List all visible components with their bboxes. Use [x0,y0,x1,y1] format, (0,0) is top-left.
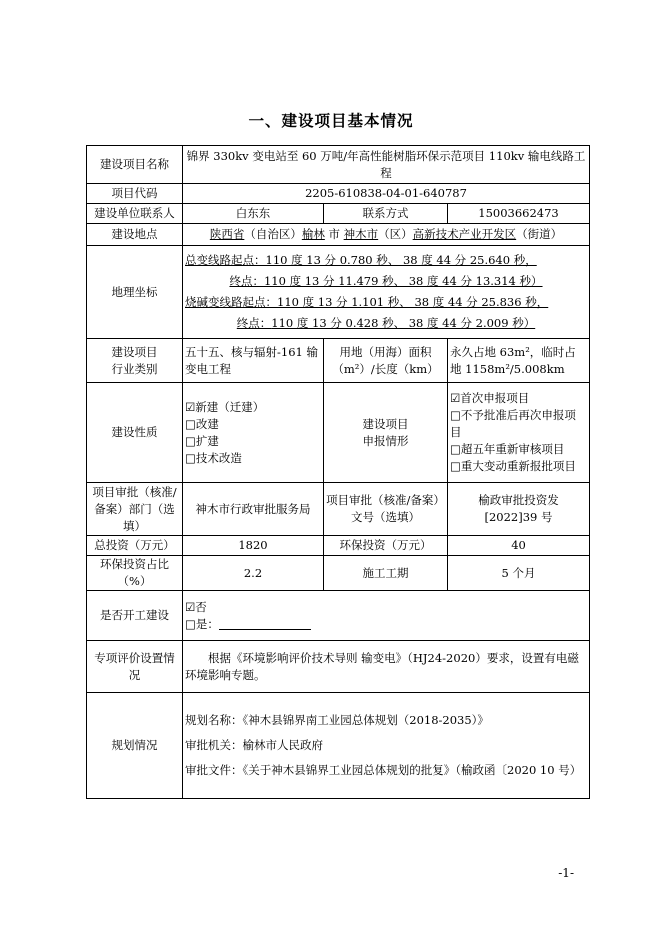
value-env-ratio: 2.2 [183,556,324,591]
row-special [87,641,590,693]
label-industry-line-2: 行业类别 [111,361,158,376]
row-approval [87,483,590,536]
value-special: 根据《环境影响评价技术导则 输变电》（HJ24-2020）要求，设置有电磁环境影响专题。 [183,641,590,693]
label-env-investment: 环保投资（万元） [324,536,448,556]
label-industry-line-1: 建设项目 [111,344,158,359]
report-option-major-change: □重大变动重新报批项目 [450,459,576,473]
label-nature: 建设性质 [87,383,183,483]
nature-option-expand: □扩建 [185,433,219,448]
value-project-code: 2205-610838-04-01-640787 [183,184,590,204]
value-industry: 五十五、核与辐射-161 输变电工程 [183,339,324,383]
started-option-yes [185,616,587,633]
report-option-resubmit: □不予批准后再次申报项目 [450,408,576,439]
value-env-investment: 40 [448,536,590,556]
label-location: 建设地点 [87,224,183,246]
page-number: -1- [558,866,574,880]
value-coords [183,246,590,339]
coords-line-1 [185,250,587,271]
plan-document: 审批文件：《关于神木县锦界工业园总体规划的批复》（榆政函〔2020 10 号） [185,763,582,777]
label-industry [87,339,183,383]
approval-doc-line-1: 榆政审批投资发 [478,493,559,507]
started-option-no: ☑否 [185,599,207,614]
row-nature [87,383,590,483]
started-date-blank [219,617,311,630]
value-contact-method: 15003662473 [448,204,590,224]
value-location [183,224,590,246]
report-option-five-year: □超五年重新审核项目 [450,442,565,456]
value-approval-doc [448,483,590,536]
project-info-table [86,145,590,799]
coords-line-2 [185,271,587,292]
label-started: 是否开工建设 [87,591,183,641]
value-investment: 1820 [183,536,324,556]
location-province-suffix: （自治区） [244,227,302,241]
row-contact [87,204,590,224]
row-location [87,224,590,246]
label-approval: 项目审批（核准/备案）部门（选填） [87,483,183,536]
location-street: 高新技术产业开发区 [412,227,517,241]
label-project-name: 建设项目名称 [87,146,183,184]
value-construction-period: 5 个月 [448,556,590,591]
label-special: 专项评价设置情况 [87,641,183,693]
label-construction-period: 施工工期 [324,556,448,591]
coords-line-3 [185,292,587,313]
value-area: 永久占地 63m²，临时占地 1158m²/5.008km [448,339,590,383]
label-investment: 总投资（万元） [87,536,183,556]
label-approval-doc: 项目审批（核准/备案）文号（选填） [324,483,448,536]
nature-option-rebuild: □改建 [185,416,219,431]
label-report-line-1: 建设项目 [362,416,409,431]
value-project-name: 锦界 330kv 变电站至 60 万吨/年高性能树脂环保示范项目 110kv 输电线路工程 [183,146,590,184]
label-contact-method: 联系方式 [324,204,448,224]
plan-name: 规划名称：《神木县锦界南工业园总体规划（2018-2035）》 [185,713,489,727]
coords-line-1-value: 110 度 13 分 0.780 秒、 38 度 44 分 25.640 秒， [265,253,537,267]
value-nature [183,383,324,483]
nature-option-new: ☑新建（迁建） [185,399,265,414]
row-plan [87,693,590,799]
label-coords: 地理坐标 [87,246,183,339]
coords-line-4 [185,313,587,334]
coords-line-3-value: 110 度 13 分 1.101 秒、 38 度 44 分 25.836 秒， [277,295,549,309]
row-project-code [87,184,590,204]
label-report-line-2: 申报情形 [362,433,409,448]
coords-line-2-prefix: 终点： [229,274,264,288]
location-province: 陕西省 [209,227,245,241]
value-approval: 神木市行政审批服务局 [183,483,324,536]
coords-line-4-value: 110 度 13 分 0.428 秒、 38 度 44 分 2.009 秒） [271,316,536,330]
page-title: 一、建设项目基本情况 [248,112,414,130]
approval-doc-line-2: [2022]39 号 [484,510,553,524]
nature-option-tech: □技术改造 [185,450,242,465]
report-option-first: ☑首次申报项目 [450,391,530,405]
coords-line-3-prefix: 烧碱变线路起点： [185,295,277,309]
row-investment [87,536,590,556]
coords-line-1-prefix: 总变线路起点： [185,253,266,267]
value-report [448,383,590,483]
location-county-suffix: （区） [378,227,413,241]
row-industry [87,339,590,383]
label-contact: 建设单位联系人 [87,204,183,224]
value-plan [183,693,590,799]
label-area: 用地（用海）面积（m²）/长度（km） [324,339,448,383]
label-plan: 规划情况 [87,693,183,799]
label-project-code: 项目代码 [87,184,183,204]
value-started [183,591,590,641]
row-coords [87,246,590,339]
label-env-ratio: 环保投资占比（%） [87,556,183,591]
row-env-ratio [87,556,590,591]
started-option-yes-label: □是： [185,616,219,631]
location-county: 神木市 [343,227,379,241]
plan-authority: 审批机关：榆林市人民政府 [185,738,323,752]
location-street-suffix: （街道） [516,227,563,241]
coords-line-2-value: 110 度 13 分 11.479 秒、 38 度 44 分 13.314 秒） [263,274,543,288]
location-city: 榆林 [301,227,325,241]
value-contact: 白东东 [183,204,324,224]
row-started [87,591,590,641]
row-project-name [87,146,590,184]
coords-line-4-prefix: 终点： [236,316,272,330]
label-report [324,383,448,483]
location-city-suffix: 市 [324,227,344,241]
